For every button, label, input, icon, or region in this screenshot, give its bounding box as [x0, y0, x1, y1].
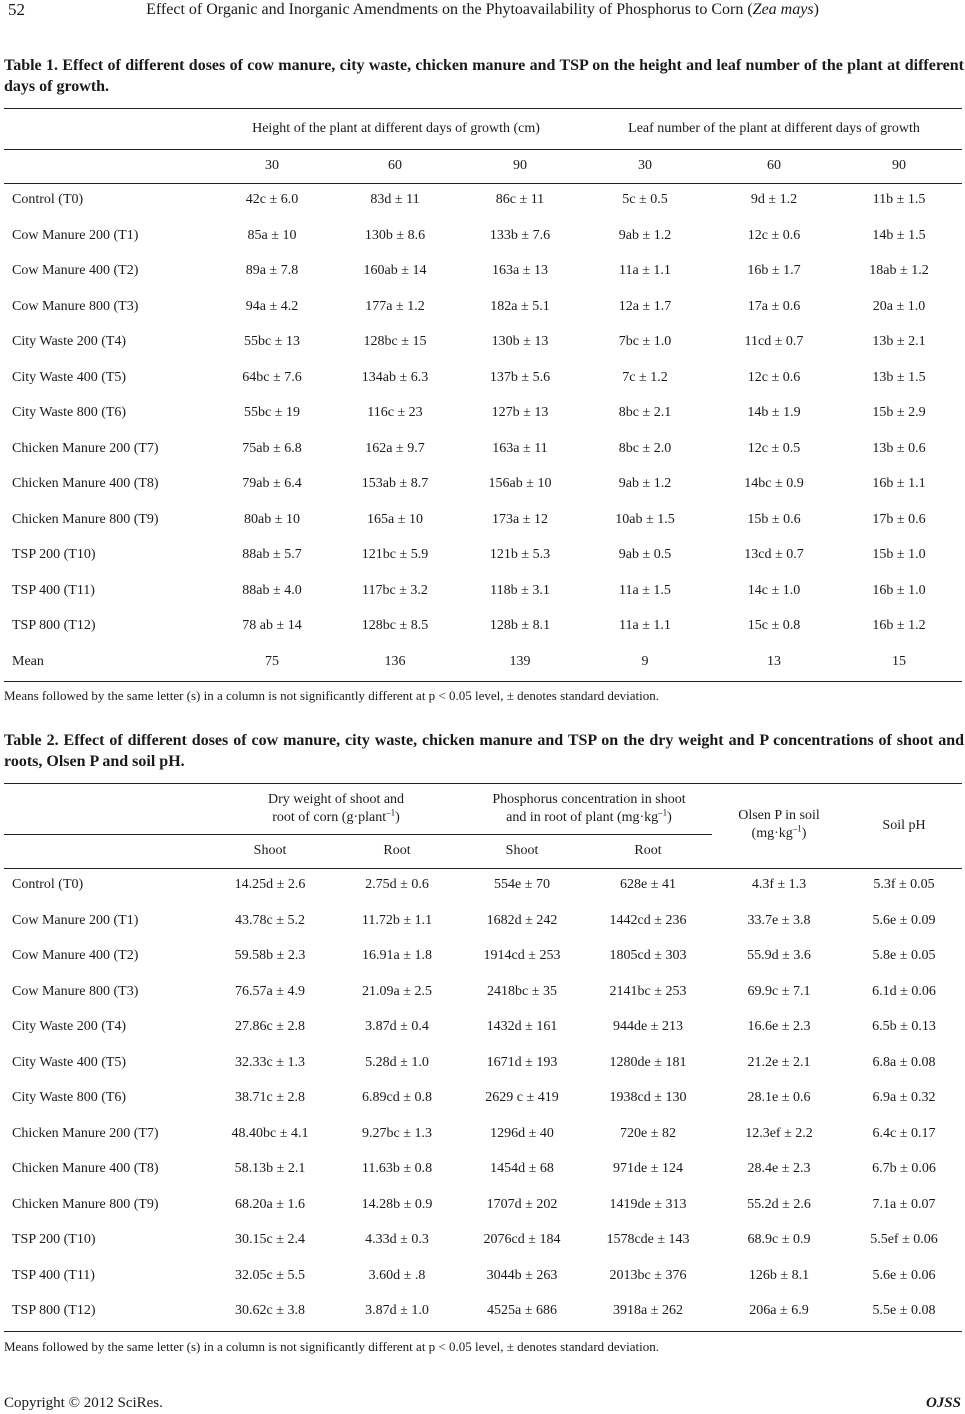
table-cell: 2.75d ± 0.6 [365, 877, 429, 892]
table-cell: 127b ± 13 [491, 405, 549, 420]
table-cell: 12c ± 0.5 [747, 440, 801, 456]
table-cell: 6.5b ± 0.13 [872, 1019, 936, 1034]
table-cell: 3.87d ± 0.4 [365, 1019, 429, 1034]
table-cell: 6.8a ± 0.08 [872, 1054, 936, 1070]
table1-bottom-rule [4, 681, 962, 682]
table-cell: 15c ± 0.8 [747, 618, 801, 633]
table-cell: 7.1a ± 0.07 [872, 1196, 936, 1212]
row-label: Chicken Manure 800 (T9) [12, 511, 159, 527]
table-cell: 136 [384, 653, 406, 669]
sub-header: Shoot [253, 843, 287, 858]
table-cell: 2013bc ± 376 [609, 1267, 687, 1283]
table-cell: 2076cd ± 184 [483, 1232, 561, 1247]
table-cell: 3918a ± 262 [613, 1303, 683, 1318]
table2-group-dry-line1: Dry weight of shoot and [267, 792, 405, 807]
table-cell: 33.7e ± 3.8 [747, 912, 811, 928]
table-cell: 21.2e ± 2.1 [747, 1054, 811, 1070]
table-cell: 30.62c ± 3.8 [235, 1303, 305, 1318]
table-cell: 79ab ± 6.4 [242, 476, 302, 491]
day-header: 90 [892, 158, 906, 173]
table-cell: 9ab ± 1.2 [618, 227, 672, 243]
table-cell: 165a ± 10 [367, 511, 423, 527]
table-cell: 5.28d ± 1.0 [365, 1054, 429, 1070]
table-cell: 13b ± 1.5 [872, 369, 926, 385]
table-cell: 55.9d ± 3.6 [747, 948, 811, 963]
table-cell: 75ab ± 6.8 [242, 440, 302, 456]
table-cell: 11a ± 1.5 [619, 582, 671, 598]
table-cell: 16.6e ± 2.3 [747, 1019, 811, 1034]
table-cell: 206a ± 6.9 [749, 1303, 809, 1318]
table-row [4, 432, 962, 467]
row-label: Mean [12, 653, 44, 669]
table-cell: 160ab ± 14 [363, 263, 427, 278]
row-label: Cow Manure 200 (T1) [12, 912, 139, 928]
table-cell: 13b ± 2.1 [872, 334, 926, 349]
row-label: Chicken Manure 400 (T8) [12, 476, 159, 491]
table-cell: 3.60d ± .8 [368, 1267, 426, 1283]
table-cell: 1682d ± 242 [486, 912, 558, 928]
table-cell: 86c ± 11 [495, 192, 545, 207]
table-cell: 88ab ± 4.0 [242, 582, 302, 598]
table-cell: 121b ± 5.3 [489, 547, 551, 562]
row-label: Chicken Manure 200 (T7) [12, 1125, 159, 1141]
table-cell: 13 [767, 653, 781, 669]
table-row [4, 939, 962, 974]
table-row [4, 538, 962, 573]
table-cell: 1914cd ± 253 [483, 948, 561, 963]
table-cell: 28.1e ± 0.6 [747, 1090, 811, 1105]
row-label: TSP 800 (T12) [12, 618, 96, 633]
table-row [4, 1081, 962, 1116]
row-label: Cow Manure 800 (T3) [12, 298, 139, 314]
table-cell: 1296d ± 40 [490, 1125, 554, 1141]
table1-note: Means followed by the same letter (s) in a column is not significantly different at p < 0.05 level, ± denotes standard deviation. [4, 688, 660, 703]
row-label: Cow Manure 200 (T1) [12, 227, 139, 243]
table-row [4, 645, 962, 680]
journal-abbrev: OJSS [925, 1395, 961, 1411]
table-cell: 1938cd ± 130 [609, 1090, 687, 1105]
running-title-prefix: Effect of Organic and Inorganic Amendments on the Phytoavailability of Phosphorus to Corn ( [146, 1, 753, 18]
table-cell: 14.28b ± 0.9 [361, 1196, 433, 1212]
copyright: Copyright © 2012 SciRes. [4, 1395, 163, 1411]
table-cell: 128bc ± 8.5 [361, 618, 429, 633]
table-cell: 1432d ± 161 [486, 1019, 558, 1034]
row-label: Chicken Manure 800 (T9) [12, 1196, 159, 1212]
table-cell: 38.71c ± 2.8 [235, 1090, 305, 1105]
table-cell: 6.89cd ± 0.8 [362, 1090, 432, 1105]
table-cell: 11a ± 1.1 [619, 263, 671, 278]
table-cell: 137b ± 5.6 [489, 369, 551, 385]
table-cell: 1442cd ± 236 [609, 912, 687, 928]
table-cell: 4.3f ± 1.3 [751, 877, 807, 892]
table2-group-dry-weight [268, 791, 404, 827]
table-cell: 163a ± 13 [492, 263, 548, 278]
table-cell: 9.27bc ± 1.3 [362, 1125, 432, 1141]
table-row [4, 574, 962, 609]
table2-subhead-row [4, 834, 962, 869]
table-cell: 59.58b ± 2.3 [234, 948, 306, 963]
row-label: Control (T0) [12, 877, 84, 892]
day-header: 90 [513, 158, 527, 173]
table-row [4, 183, 962, 218]
table1-days-row [4, 149, 962, 184]
table-row [4, 1046, 962, 1081]
sub-header: Shoot [505, 843, 539, 858]
table-cell: 7c ± 1.2 [622, 369, 668, 385]
row-label: City Waste 200 (T4) [12, 1019, 127, 1034]
table-cell: 134ab ± 6.3 [361, 369, 429, 385]
table2-olsen-line1: Olsen P in soil [738, 808, 820, 823]
table-cell: 11.63b ± 0.8 [361, 1161, 433, 1176]
table-cell: 1578cde ± 143 [606, 1232, 690, 1247]
table-cell: 58.13b ± 2.1 [234, 1161, 306, 1176]
table-cell: 83d ± 11 [370, 192, 420, 207]
table-cell: 11b ± 1.5 [872, 192, 926, 207]
table-cell: 720e ± 82 [620, 1125, 676, 1141]
row-label: Control (T0) [12, 192, 84, 207]
table-cell: 4525a ± 686 [487, 1303, 557, 1318]
table-cell: 20a ± 1.0 [872, 298, 926, 314]
table-cell: 5.5e ± 0.08 [872, 1303, 936, 1318]
row-label: City Waste 400 (T5) [12, 369, 127, 385]
table-row [4, 254, 962, 289]
row-label: TSP 400 (T11) [12, 1267, 95, 1283]
day-header: 30 [638, 158, 652, 173]
table-row [4, 361, 962, 396]
table-cell: 32.05c ± 5.5 [235, 1267, 305, 1283]
table-cell: 14.25d ± 2.6 [234, 877, 306, 892]
table-cell: 944de ± 213 [613, 1019, 683, 1034]
table-row [4, 325, 962, 360]
row-label: TSP 200 (T10) [12, 1232, 96, 1247]
table-cell: 16b ± 1.7 [747, 263, 801, 278]
table-row [4, 1117, 962, 1152]
table-cell: 88ab ± 5.7 [242, 547, 302, 562]
table-cell: 971de ± 124 [613, 1161, 683, 1176]
table-cell: 11.72b ± 1.1 [361, 912, 433, 928]
table-cell: 128bc ± 15 [363, 334, 427, 349]
day-header: 60 [767, 158, 781, 173]
table2-olsen-line2: $(mg\cdot kg^{-1})$ [751, 823, 807, 841]
table-cell: 121bc ± 5.9 [361, 547, 429, 562]
row-label: Cow Manure 400 (T2) [12, 948, 139, 963]
table-cell: 17a ± 0.6 [747, 298, 801, 314]
table-cell: 5.6e ± 0.06 [872, 1267, 936, 1283]
table-row [4, 1010, 962, 1045]
table-cell: 12c ± 0.6 [747, 227, 801, 243]
table-cell: 156ab ± 10 [488, 476, 552, 491]
table-cell: 130b ± 13 [491, 334, 549, 349]
table-cell: 118b ± 3.1 [490, 582, 550, 598]
row-label: Cow Manure 400 (T2) [12, 263, 139, 278]
table-cell: 14b ± 1.5 [872, 227, 926, 243]
table-row [4, 1259, 962, 1294]
table-row [4, 219, 962, 254]
table-cell: 1805cd ± 303 [609, 948, 687, 963]
table-cell: 55bc ± 13 [244, 334, 300, 349]
table-cell: 14bc ± 0.9 [744, 476, 804, 491]
table2-group-dry-line2: root of corn (g·plant$^{-1}$) [272, 807, 400, 825]
table-cell: 14c ± 1.0 [747, 582, 801, 598]
table2-group-p-concentration [492, 791, 685, 827]
row-label: Cow Manure 800 (T3) [12, 983, 139, 999]
table1-top-rule [4, 108, 962, 109]
table2-bottom-rule [4, 1331, 962, 1332]
table-cell: 15b ± 1.0 [872, 547, 926, 562]
table-cell: 139 [509, 653, 531, 669]
table-cell: 16b ± 1.1 [872, 476, 926, 491]
table-row [4, 868, 962, 903]
table-cell: 6.4c ± 0.17 [872, 1125, 936, 1141]
table-cell: 89a ± 7.8 [245, 263, 299, 278]
table-cell: 64bc ± 7.6 [242, 369, 302, 385]
table-cell: 1280de ± 181 [609, 1054, 687, 1070]
table-cell: 85a ± 10 [247, 227, 297, 243]
sub-header: Root [634, 843, 662, 858]
table2-note: Means followed by the same letter (s) in a column is not significantly different at p < 0.05 level, ± denotes standard deviation. [4, 1339, 660, 1354]
table-cell: 2141bc ± 253 [609, 983, 687, 999]
table-cell: 2629 c ± 419 [485, 1090, 559, 1105]
table-cell: 162a ± 9.7 [365, 440, 425, 456]
table-cell: 126b ± 8.1 [748, 1267, 810, 1283]
table-cell: 32.33c ± 1.3 [235, 1054, 305, 1070]
table-cell: 4.33d ± 0.3 [365, 1232, 429, 1247]
table-cell: 55.2d ± 2.6 [747, 1196, 811, 1212]
table-cell: 3044b ± 263 [486, 1267, 558, 1283]
table-cell: 5.6e ± 0.09 [872, 912, 936, 928]
table-cell: 68.9c ± 0.9 [747, 1232, 811, 1247]
table1-group-height: Height of the plant at different days of growth (cm) [252, 121, 540, 136]
table-row [4, 975, 962, 1010]
row-label: TSP 200 (T10) [12, 547, 96, 562]
table-cell: 8bc ± 2.1 [618, 405, 672, 420]
table-cell: 78 ab ± 14 [242, 618, 302, 633]
page-number: 52 [8, 0, 25, 19]
table-cell: 76.57a ± 4.9 [235, 983, 305, 999]
table-cell: 15b ± 2.9 [872, 405, 926, 420]
table-cell: 1671d ± 193 [486, 1054, 558, 1070]
table-cell: 69.9c ± 7.1 [747, 983, 811, 999]
table-row [4, 609, 962, 644]
table-cell: 55bc ± 19 [244, 405, 300, 420]
table-cell: 48.40bc ± 4.1 [231, 1125, 309, 1141]
table-cell: 43.78c ± 5.2 [235, 912, 305, 928]
table-cell: 9ab ± 1.2 [618, 476, 672, 491]
running-title [0, 1, 965, 19]
row-label: City Waste 400 (T5) [12, 1054, 127, 1070]
table2-soil-ph-header: Soil pH [882, 818, 926, 833]
table-cell: 12c ± 0.6 [747, 369, 801, 385]
day-header: 30 [265, 158, 279, 173]
table-cell: 68.20a ± 1.6 [235, 1196, 305, 1212]
table-cell: 16b ± 1.0 [872, 582, 926, 598]
table-cell: 9 [641, 653, 649, 669]
table-cell: 94a ± 4.2 [245, 298, 299, 314]
table-cell: 5.8e ± 0.05 [872, 948, 936, 963]
table-cell: 133b ± 7.6 [489, 227, 551, 243]
table-cell: 16.91a ± 1.8 [362, 948, 432, 963]
row-label: City Waste 800 (T6) [12, 405, 127, 420]
table-cell: 130b ± 8.6 [364, 227, 426, 243]
table-cell: 5.3f ± 0.05 [873, 877, 935, 892]
table-cell: 6.1d ± 0.06 [872, 983, 936, 999]
table-cell: 13b ± 0.6 [872, 440, 926, 456]
table-cell: 2418bc ± 35 [487, 983, 557, 999]
table-cell: 117bc ± 3.2 [362, 582, 428, 598]
table-cell: 628e ± 41 [620, 877, 676, 892]
table-cell: 163a ± 11 [492, 440, 548, 456]
table-cell: 1454d ± 68 [490, 1161, 554, 1176]
table-row [4, 904, 962, 939]
table-cell: 7bc ± 1.0 [618, 334, 672, 349]
table-cell: 42c ± 6.0 [245, 192, 299, 207]
table1-caption: Table 1. Effect of different doses of cow manure, city waste, chicken manure and TSP on the height and leaf number of the plant at different days of growth. [4, 57, 964, 95]
table-cell: 116c ± 23 [367, 405, 423, 420]
row-label: TSP 800 (T12) [12, 1303, 96, 1318]
table-row [4, 1152, 962, 1187]
table-cell: 5c ± 0.5 [622, 192, 668, 207]
table-cell: 21.09a ± 2.5 [362, 983, 432, 999]
table-cell: 13cd ± 0.7 [744, 547, 804, 562]
table-row [4, 1188, 962, 1223]
table-cell: 11a ± 1.1 [619, 618, 671, 633]
table-cell: 10ab ± 1.5 [615, 511, 675, 527]
table-cell: 14b ± 1.9 [747, 405, 801, 420]
table-cell: 6.7b ± 0.06 [872, 1161, 936, 1176]
table-cell: 12.3ef ± 2.2 [745, 1125, 813, 1141]
table-cell: 28.4e ± 2.3 [747, 1161, 811, 1176]
table2-group-p-line2: and in root of plant $(mg\cdot kg^{-1})$ [506, 807, 672, 825]
table-cell: 554e ± 70 [494, 877, 550, 892]
table2-top-rule [4, 783, 962, 784]
row-label: Chicken Manure 400 (T8) [12, 1161, 159, 1176]
row-label: TSP 400 (T11) [12, 582, 95, 598]
table-cell: 16b ± 1.2 [872, 618, 926, 633]
table-cell: 1419de ± 313 [609, 1196, 687, 1212]
table-cell: 27.86c ± 2.8 [235, 1019, 305, 1034]
table-cell: 18ab ± 1.2 [869, 263, 929, 278]
running-head [0, 0, 965, 24]
table-row [4, 290, 962, 325]
table2-group-p-line1: Phosphorus concentration in shoot [492, 792, 686, 807]
sub-header: Root [383, 843, 411, 858]
running-title-suffix: ) [813, 1, 819, 18]
row-label: City Waste 200 (T4) [12, 334, 127, 349]
running-title-species: Zea mays [752, 1, 814, 18]
table-cell: 8bc ± 2.0 [618, 440, 672, 456]
table-cell: 9ab ± 0.5 [618, 547, 672, 562]
table-cell: 6.9a ± 0.32 [872, 1090, 936, 1105]
table-row [4, 467, 962, 502]
table-cell: 30.15c ± 2.4 [235, 1232, 305, 1247]
table-row [4, 1223, 962, 1258]
day-header: 60 [388, 158, 402, 173]
table-cell: 15 [892, 653, 906, 669]
table-row [4, 503, 962, 538]
table-cell: 1707d ± 202 [486, 1196, 558, 1212]
table2-caption: Table 2. Effect of different doses of cow manure, city waste, chicken manure and TSP on the dry weight and P concentrations of shoot and roots, Olsen P and soil pH. [4, 732, 964, 770]
table-row [4, 1294, 962, 1329]
table-cell: 17b ± 0.6 [872, 511, 926, 527]
table-row [4, 396, 962, 431]
table-cell: 80ab ± 10 [244, 511, 300, 527]
table-cell: 15b ± 0.6 [747, 511, 801, 527]
table-cell: 75 [265, 653, 279, 669]
row-label: Chicken Manure 200 (T7) [12, 440, 159, 456]
table-cell: 128b ± 8.1 [489, 618, 551, 633]
table-cell: 5.5ef ± 0.06 [870, 1232, 938, 1247]
table-cell: 182a ± 5.1 [490, 298, 550, 314]
table-cell: 153ab ± 8.7 [361, 476, 429, 491]
table-cell: 173a ± 12 [492, 511, 548, 527]
table-cell: 177a ± 1.2 [365, 298, 425, 314]
table-cell: 12a ± 1.7 [618, 298, 672, 314]
row-label: City Waste 800 (T6) [12, 1090, 127, 1105]
table-cell: 3.87d ± 1.0 [365, 1303, 429, 1318]
table1-group-leaf: Leaf number of the plant at different days of growth [628, 121, 920, 136]
table-cell: 9d ± 1.2 [750, 192, 798, 207]
table-cell: 11cd ± 0.7 [744, 334, 804, 349]
